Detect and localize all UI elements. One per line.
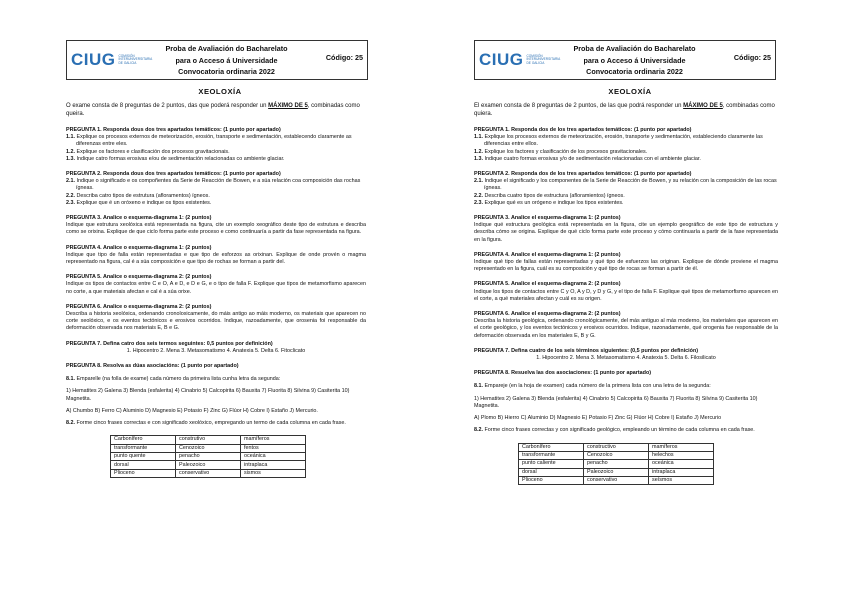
- question-6: PREGUNTA 6. Analice o esquema-diagrama 2: (2 puntos) Describa a historia xeolóxica, ordenando cronoloxicamente, do máis antigo ao máis moderno, os materiais que aparecen no corte xeolóxico, e os eventos tectónicos e erosivos ocorridos. Indique, razoadamente, que orosenia foi responsable da deformación observada nos materiais E, B e G.: [66, 303, 366, 332]
- question-6: PREGUNTA 6. Analice el esquema-diagrama 2: (2 puntos) Describa la historia geológica, ordenando cronológicamente, del más antiguo al más moderno, los materiales que aparecen en el corte geológico, y los eventos tectónicos y erosivos ocurridos. Indique, razonadamente, qué orogenia fue responsable de la deformación observada en los materiales E, B y G.: [474, 311, 778, 339]
- question-3: PREGUNTA 3. Analice o esquema-diagrama 1: (2 puntos) Indique que estrutura xeolóxica está representada na figura, cite un exemplo xeográfico deste tipo de estrutura e describa como se orixina. Explique de que ciclo forma parte este proceso e como continuaría a partir da fase representada na figura.: [66, 215, 366, 236]
- table-row: Plioceno conservativo seísmos: [519, 477, 714, 485]
- question-7: PREGUNTA 7. Defina catro dos seis termos seguintes: 0,5 puntos por definición) 1. Hipocentro 2. Mena 3. Metasomatismo 4. Anatexia 5. Delta 6. Fitoclicato: [66, 340, 306, 354]
- question-8: PREGUNTA 8. Resolva as dúas asociacións: (1 punto por apartado) 8.1. Emparelle (na folla de exame) cada número da primeira lista cunha letra da segunda: 1) Hematites 2) Galena 3) Blenda (esfalerita) 4) Cinabrio 5) Calcopirita 6) Bauxita 7) Fluorita 8) Silvina 9) Casiterita 10) Magnetita. A) Chumbo B) Ferro C) Aluminio D) Magnesio E) Potasio F) Zinc G) Flúor H) Cobre I) Estaño J) Mercurio. 8.2. Forme cinco frases correctas e con significado xeolóxico, empregando un termo de cada columna en cada frase. Carbonífero construtivo mamíferos transformante Cenozoico fentos punto quente penacho oceánica dorsal Paleozoico intraplaca Plioceno conservativo sismos: [66, 363, 366, 478]
- question-4: PREGUNTA 4. Analice o esquema-diagrama 1: (2 puntos) Indique que tipo de falla están representadas e que tipo de esforzos as orixinan. Explique de onde provén o magma representado na figura, cal é a súa composición e que tipo de rochas se forman a partir del.: [66, 244, 366, 266]
- question-2: PREGUNTA 2. Responda dous dos tres apartados temáticos: (1 punto por apartado) 2.1. Indique o significado e os compoñentes da Serie de Reacción de Bowen, e a súa relación coa composición das rochas ígneas. 2.2. Describa catro tipos de estrutura (afloramentos) ígneos. 2.3. Explique que é un oróxeno e indique os tipos existentes.: [66, 171, 361, 206]
- terms-table: [518, 443, 714, 486]
- subject-title: XEOLOXÍA: [198, 87, 242, 96]
- table-row: dorsal Paleozoico intraplaca: [111, 461, 306, 469]
- question-1: PREGUNTA 1. Responda dos de los tres apartados temáticos: (1 punto por apartado) 1.1. Explique los procesos externos de meteorización, erosión, transporte y sedimentación, estableciendo claramente las diferencias entre ellos. 1.2. Explique los factores y clasificación de los procesos gravitacionales. 1.3. Indique cuatro formas erosivas y/o de sedimentación relacionadas con el ambiente glaciar.: [474, 127, 763, 162]
- table-row: Plioceno conservativo sismos: [111, 469, 306, 477]
- exam-code: Código: 25: [733, 53, 771, 62]
- question-4: PREGUNTA 4. Analice el esquema-diagrama 1: (2 puntos) Indique qué tipo de fallas están representadas y qué tipo de esfuerzos las originan. Explique de dónde proviene el magma representado en la figura, cuál es su composición y qué tipo de rocas se forman a partir de él.: [474, 251, 778, 273]
- exam-content: [66, 102, 366, 486]
- exam-page-spanish: [424, 0, 848, 599]
- question-3: PREGUNTA 3. Analice el esquema-diagrama 1: (2 puntos) Indique qué estructura geológica está representada en la figura, cite un ejemplo geográfico de este tipo de estructura y describa cómo se origina. Explique de qué ciclo forma parte este proceso y cómo continuaría a partir de la fase representada en la figura.: [474, 215, 778, 243]
- question-2: PREGUNTA 2. Responda dos de los tres apartados temáticos: (1 punto por apartado) 2.1. Indique el significado y los componentes de la Serie de Reacción de Bowen, y su relación con la composición de las rocas ígneas. 2.2. Describa cuatro tipos de estructura (afloramientos) ígneos. 2.3. Explique qué es un orógeno e indique los tipos existentes.: [474, 171, 777, 206]
- exam-header: [66, 40, 368, 80]
- table-row: punto caliente penacho oceánica: [519, 460, 714, 468]
- table-row: transformante Cenozoico fentos: [111, 444, 306, 452]
- exam-title: Proba de Avaliación do Bacharelato para o Acceso á Universidade Convocatoria ordinaria 2022: [165, 44, 288, 76]
- question-1: PREGUNTA 1. Responda dous dos tres apartados temáticos: (1 punto por apartado) 1.1. Explique os procesos externos de meteorización, erosión, transporte e sedimentación, establecendo claramente as diferenzas entre eles. 1.2. Explique os factores e clasificación dos procesos gravitacionais. 1.3. Indique catro formas erosivas e/ou de sedimentación relacionadas co ambiente glaciar.: [66, 127, 352, 162]
- table-row: dorsal Paleozoico intraplaca: [519, 468, 714, 476]
- question-8: PREGUNTA 8. Resuelva las dos asociaciones: (1 punto por apartado) 8.1. Empareje (en la hoja de examen) cada número de la primera lista con una letra de la segunda: 1) Hematites 2) Galena 3) Blenda (esfalerita) 4) Cinabrio 5) Calcopirita 6) Bauxita 7) Fluorita 8) Silvina 9) Casiterita 10) Magnetita. A) Plomo B) Hierro C) Aluminio D) Magnesio E) Potasio F) Zinc G) Flúor H) Cobre I) Estaño J) Mercurio 8.2. Forme cinco frases correctas y con significado geológico, empleando un término de cada columna en cada frase. Carbonífero constructivo mamíferos transformante Cenozoico helechos punto caliente penacho oceánica dorsal Paleozoico intraplaca Plioceno conservativo seísmos: [474, 370, 778, 485]
- exam-intro: El examen consta de 8 preguntas de 2 puntos, de las que podrá responder un MÁXIMO DE 5, combinadas como quiera.: [474, 103, 775, 117]
- exam-header: [474, 40, 776, 80]
- exam-code: Código: 25: [325, 53, 363, 62]
- table-row: Carbonífero construtivo mamíferos: [111, 436, 306, 444]
- question-7: PREGUNTA 7. Defina cuatro de los seis términos siguientes: (0,5 puntos por definición) 1. Hipocentro 2. Mena 3. Metasomatismo 4. Anatexia 5. Delta 6. Filosilicato: [474, 347, 716, 362]
- table-row: punto quente penacho oceánica: [111, 453, 306, 461]
- ciug-logo: CIUG COMISIÓN INTERUNIVERSITARIA DE GALICIA: [479, 50, 561, 69]
- subject-title: XEOLOXÍA: [608, 87, 652, 96]
- table-row: Carbonífero constructivo mamíferos: [519, 443, 714, 451]
- exam-title: Proba de Avaliación do Bacharelato para o Acceso á Universidade Convocatoria ordinaria 2022: [573, 44, 696, 76]
- question-5: PREGUNTA 5. Analice el esquema-diagrama 2: (2 puntos) Indique los tipos de contactos entre C y O, A y D, y D y G, y el tipo de falla F. Explique qué tipos de metamorfismo aparecen en el corte, a qué materiales afectan y cuál es su origen.: [474, 281, 778, 302]
- exam-intro: O exame consta de 8 preguntas de 2 puntos, das que poderá responder un MÁXIMO DE 5, combinadas como queira.: [66, 103, 360, 117]
- table-row: transformante Cenozoico helechos: [519, 451, 714, 459]
- exam-content: [474, 102, 778, 493]
- terms-table: [110, 435, 306, 478]
- ciug-logo: CIUG COMISIÓN INTERUNIVERSITARIA DE GALICIA: [71, 50, 153, 69]
- question-5: PREGUNTA 5. Analice o esquema-diagrama 2: (2 puntos) Indique os tipos de contactos entre C e O, A e D, e D e G, e o tipo de falla F. Explique que tipos de metamorfismo aparecen no corte, a que materiais afectan e cal é a súa orixe.: [66, 274, 366, 295]
